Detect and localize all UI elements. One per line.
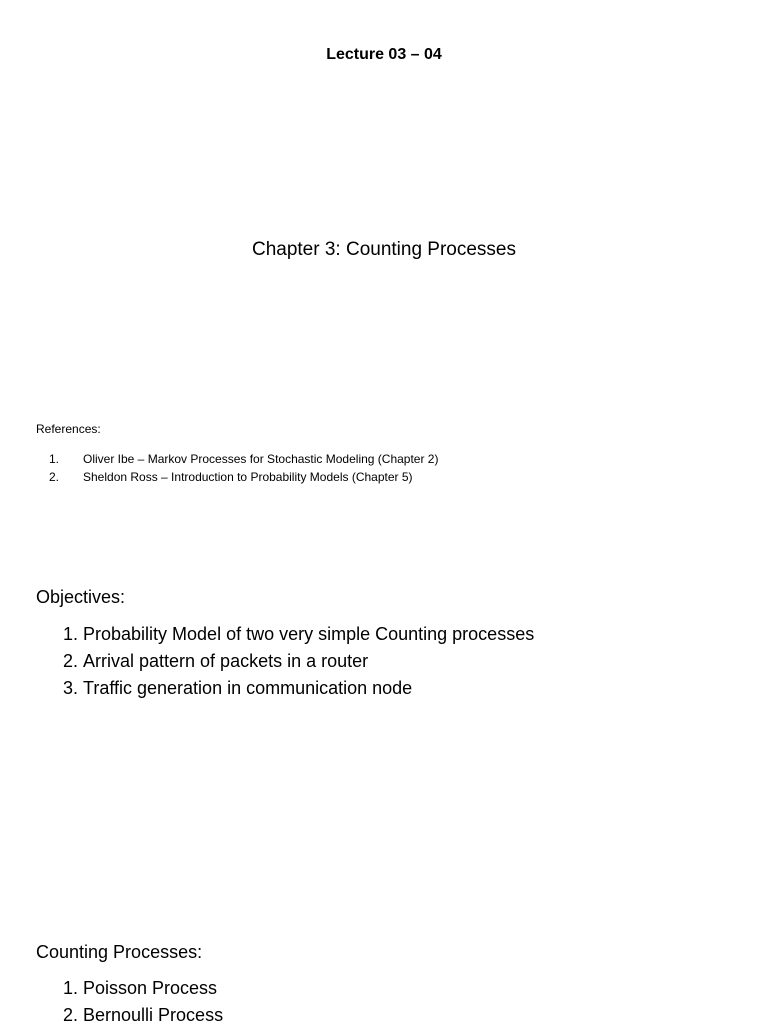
reference-number: 2. xyxy=(48,470,59,484)
references-heading: References: xyxy=(36,422,101,436)
reference-item xyxy=(36,468,438,486)
objective-text: Arrival pattern of packets in a router xyxy=(83,651,369,671)
objective-number: 3. xyxy=(62,678,78,698)
objective-item xyxy=(36,648,534,675)
objective-text: Traffic generation in communication node xyxy=(83,678,413,698)
objective-number: 1. xyxy=(62,624,78,644)
counting-process-text: Bernoulli Process xyxy=(83,1005,224,1025)
references-list xyxy=(36,450,438,486)
counting-process-number: 1. xyxy=(62,978,78,998)
objective-number: 2. xyxy=(62,651,78,671)
objectives-heading: Objectives: xyxy=(36,587,126,607)
counting-process-text: Poisson Process xyxy=(83,978,218,998)
reference-item xyxy=(36,450,438,468)
counting-processes-list xyxy=(36,975,223,1029)
objective-item xyxy=(36,621,534,648)
lecture-title: Lecture 03 – 04 xyxy=(326,46,442,63)
reference-text: Oliver Ibe – Markov Processes for Stochastic Modeling (Chapter 2) xyxy=(83,452,439,466)
objectives-list xyxy=(36,621,534,702)
reference-number: 1. xyxy=(48,452,59,466)
counting-process-number: 2. xyxy=(62,1005,78,1025)
reference-text: Sheldon Ross – Introduction to Probability Models (Chapter 5) xyxy=(83,470,413,484)
counting-process-item xyxy=(36,1002,223,1029)
counting-process-item xyxy=(36,975,223,1002)
objective-item xyxy=(36,675,534,702)
chapter-title: Chapter 3: Counting Processes xyxy=(251,239,517,260)
counting-processes-heading: Counting Processes: xyxy=(36,942,203,962)
objective-text: Probability Model of two very simple Counting processes xyxy=(83,624,535,644)
